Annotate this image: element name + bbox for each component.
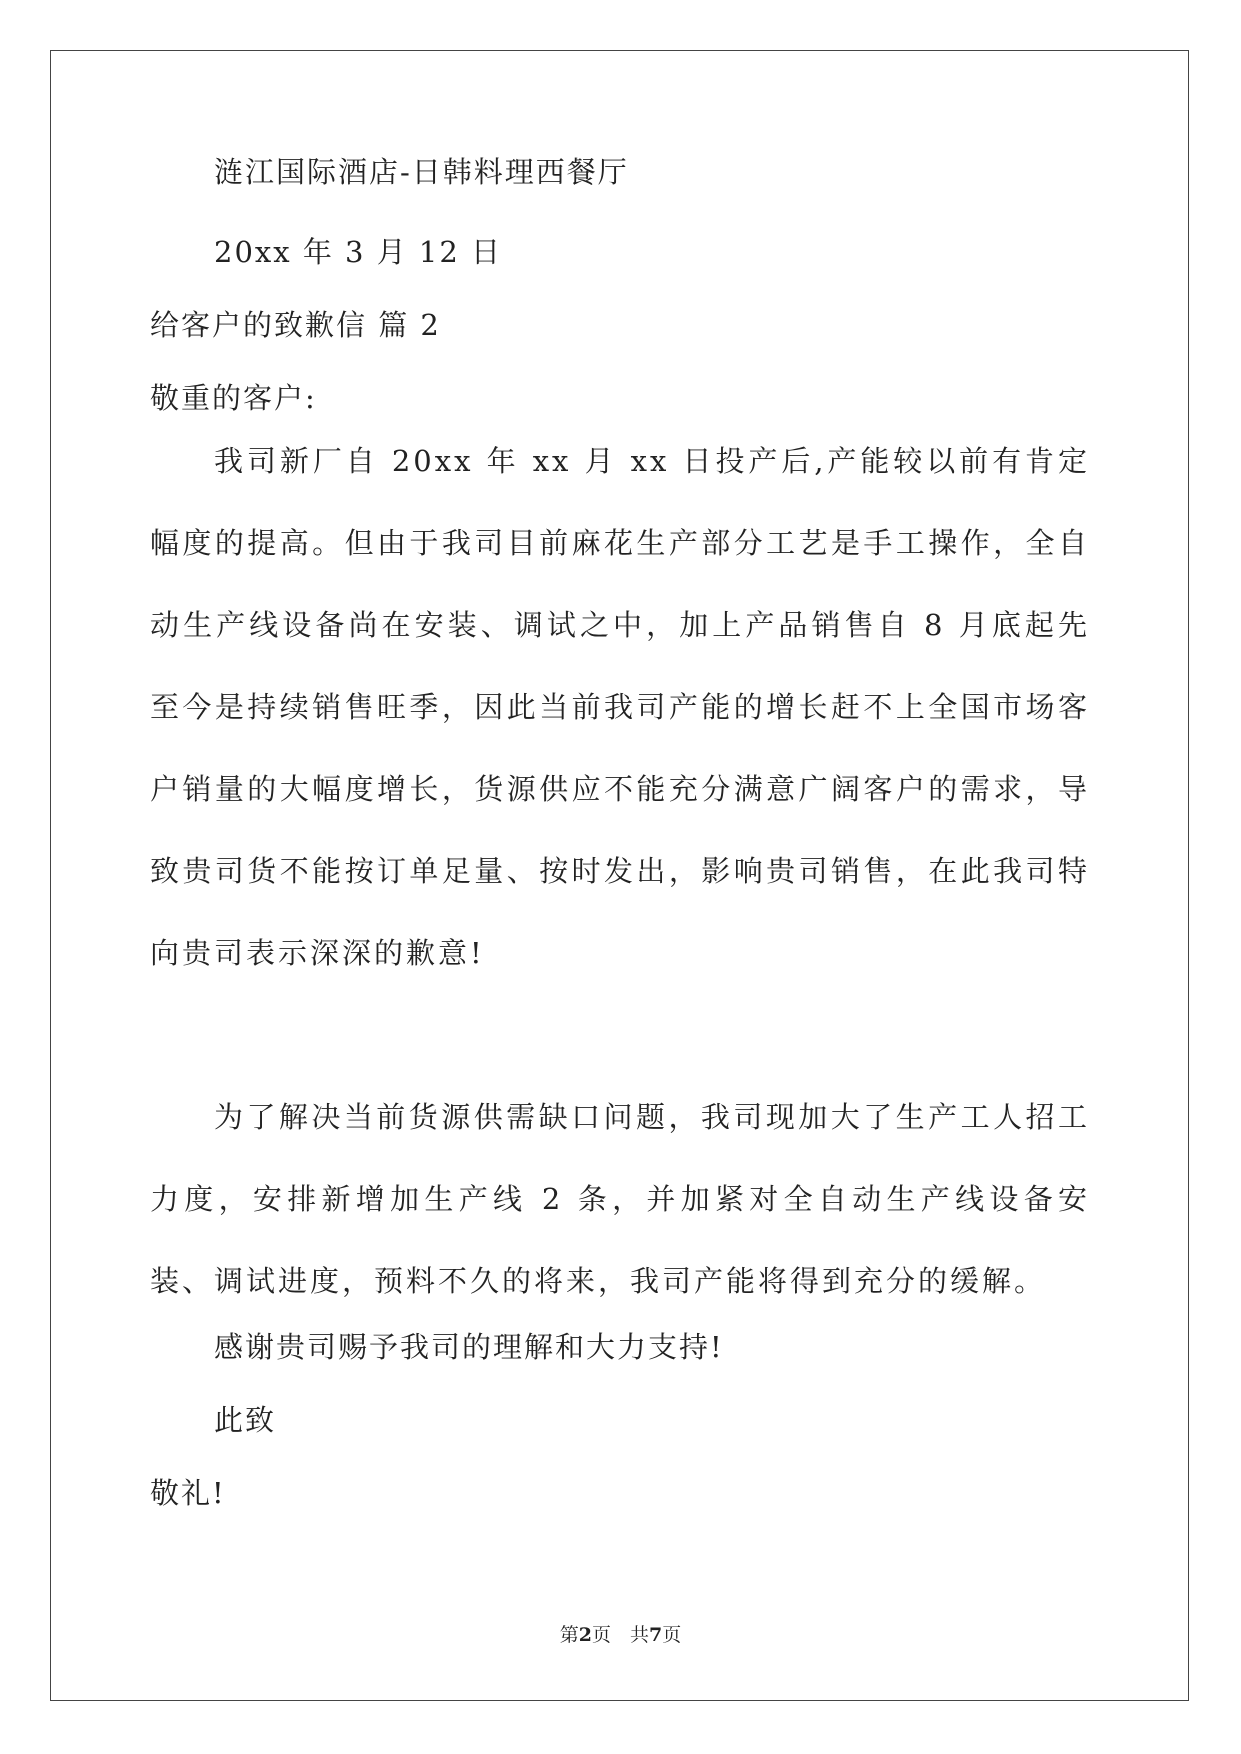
letter-heading: 给客户的致歉信 篇 2 [150, 308, 441, 342]
page-number-footer [0, 1620, 1241, 1647]
footer-total-pages: 7 [649, 1624, 663, 1646]
salutation: 敬重的客户: [150, 381, 317, 415]
footer-mid: 页 共 [591, 1624, 649, 1646]
footer-prefix: 第 [559, 1624, 579, 1646]
signature-organization: 涟江国际酒店-日韩料理西餐厅 [214, 155, 629, 189]
closing-line-2: 敬礼! [150, 1476, 226, 1510]
footer-current-page: 2 [578, 1624, 592, 1646]
signature-date: 20xx 年 3 月 12 日 [214, 235, 503, 269]
footer-suffix: 页 [662, 1624, 682, 1646]
body-paragraph-2: 为了解决当前货源供需缺口问题，我司现加大了生产工人招工力度，安排新增加生产线 2 条，并加紧对全自动生产线设备安装、调试进度，预料不久的将来，我司产能将得到充分的缓解。 [150, 1100, 1090, 1298]
body-paragraph-1: 我司新厂自 20xx 年 xx 月 xx 日投产后,产能较以前有肯定幅度的提高。但由于我司目前麻花生产部分工艺是手工操作，全自动生产线设备尚在安装、调试之中，加上产品销售自 8 月底起先至今是持续销售旺季，因此当前我司产能的增长赶不上全国市场客户销量的大幅度增长，货源供应不能充分满意广阔客户的需求，导致贵司货不能按订单足量、按时发出，影响贵司销售，在此我司特向贵司表示深深的歉意! [150, 444, 1090, 970]
body-paragraph-3: 感谢贵司赐予我司的理解和大力支持! [214, 1330, 724, 1364]
closing-line-1: 此致 [214, 1403, 277, 1437]
